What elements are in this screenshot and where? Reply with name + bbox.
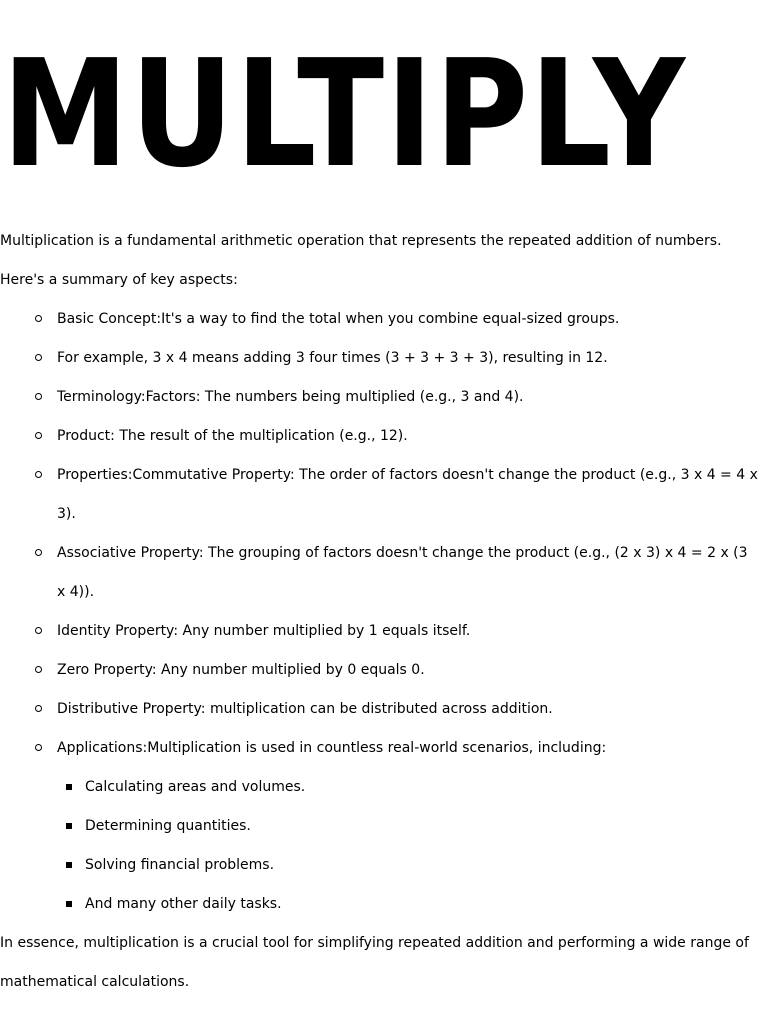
- sublist-item-text: Calculating areas and volumes.: [85, 779, 306, 795]
- sublist-item-text: Solving financial problems.: [85, 857, 275, 873]
- hollow-circle-bullet-icon: [35, 549, 42, 556]
- list-item: [57, 300, 760, 339]
- list-item-text: Zero Property: Any number multiplied by 0 equals 0.: [57, 662, 425, 678]
- hollow-circle-bullet-icon: [35, 354, 42, 361]
- list-item: [57, 690, 760, 729]
- intro-paragraph: Multiplication is a fundamental arithmetic operation that represents the repeated addition of numbers.: [0, 233, 722, 249]
- square-bullet-icon: [66, 784, 72, 790]
- sublist-item-text: And many other daily tasks.: [85, 896, 282, 912]
- list-item-text: Applications:Multiplication is used in countless real-world scenarios, including:: [57, 740, 607, 756]
- hollow-circle-bullet-icon: [35, 705, 42, 712]
- document-body: [0, 222, 760, 1002]
- list-item-text: Basic Concept:It's a way to find the total when you combine equal-sized groups.: [57, 311, 620, 327]
- list-item-text: Terminology:Factors: The numbers being multiplied (e.g., 3 and 4).: [57, 389, 524, 405]
- list-item: [57, 729, 760, 924]
- list-item: [57, 456, 760, 534]
- sublist-item: [85, 768, 760, 807]
- hollow-circle-bullet-icon: [35, 432, 42, 439]
- hollow-circle-bullet-icon: [35, 393, 42, 400]
- hollow-circle-bullet-icon: [35, 627, 42, 634]
- hollow-circle-bullet-icon: [35, 471, 42, 478]
- square-bullet-icon: [66, 862, 72, 868]
- list-item-text: For example, 3 x 4 means adding 3 four times (3 + 3 + 3 + 3), resulting in 12.: [57, 350, 608, 366]
- list-item-text: Associative Property: The grouping of factors doesn't change the product (e.g., (2 x 3) x 4 = 2 x (3 x 4)).: [57, 545, 748, 600]
- list-item-text: Product: The result of the multiplication (e.g., 12).: [57, 428, 408, 444]
- list-item: [57, 339, 760, 378]
- key-aspects-list: [0, 300, 760, 924]
- hollow-circle-bullet-icon: [35, 744, 42, 751]
- list-item: [57, 651, 760, 690]
- square-bullet-icon: [66, 901, 72, 907]
- list-item-text: Distributive Property: multiplication can be distributed across addition.: [57, 701, 553, 717]
- list-item: [57, 378, 760, 417]
- conclusion-paragraph: In essence, multiplication is a crucial tool for simplifying repeated addition and performing a wide range of mathematical calculations.: [0, 935, 749, 990]
- square-bullet-icon: [66, 823, 72, 829]
- hollow-circle-bullet-icon: [35, 315, 42, 322]
- page-title: MULTIPLY: [2, 28, 687, 200]
- sublist-item: [85, 807, 760, 846]
- list-item: [57, 612, 760, 651]
- sublist-item: [85, 846, 760, 885]
- applications-sublist: [57, 768, 760, 924]
- summary-heading: Here's a summary of key aspects:: [0, 272, 238, 288]
- sublist-item-text: Determining quantities.: [85, 818, 251, 834]
- list-item: [57, 534, 760, 612]
- hollow-circle-bullet-icon: [35, 666, 42, 673]
- list-item: [57, 417, 760, 456]
- list-item-text: Identity Property: Any number multiplied by 1 equals itself.: [57, 623, 471, 639]
- sublist-item: [85, 885, 760, 924]
- list-item-text: Properties:Commutative Property: The order of factors doesn't change the product (e.g., 3 x 4 = 4 x 3).: [57, 467, 758, 522]
